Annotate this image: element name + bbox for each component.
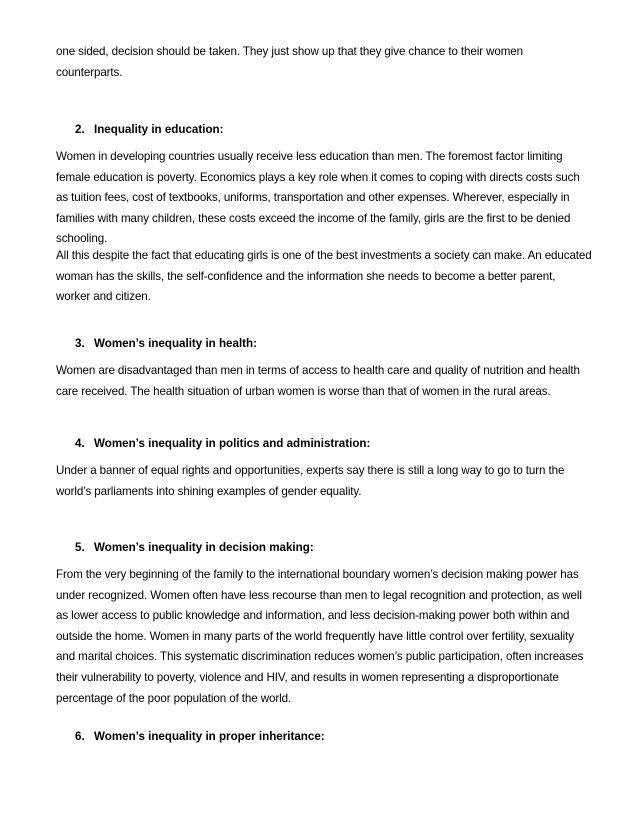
heading-text: Women’s inequality in decision making: [94,541,314,554]
heading-text: Women’s inequality in politics and administration: [94,437,371,450]
heading-number: 3. [75,337,85,350]
heading-number: 2. [75,123,85,136]
heading-number: 6. [75,730,85,743]
paragraph-health: Women are disadvantaged than men in terms of access to health care and quality of nutrition and health care received. The health situation of urban women is worse than that of women in the rural areas. [56,364,580,398]
heading-inequality-education [75,120,223,140]
heading-text: Women’s inequality in proper inheritance: [94,730,325,743]
paragraph-politics: Under a banner of equal rights and opportunities, experts say there is still a long way to go to turn the world’s parliaments into shining examples of gender equality. [56,464,565,498]
heading-inequality-decision-making [75,538,314,558]
paragraph-education-poverty: Women in developing countries usually receive less education than men. The foremost factor limiting female education is poverty. Economics plays a key role when it comes to coping with directs costs such as tuition fees, cost of textbooks, uniforms, transportation and other expenses. Wherever, especially in families with many children, these costs exceed the income of the family, girls are the first to be denied schooling. [56,150,580,246]
paragraph-decision-making: From the very beginning of the family to the international boundary women’s decision making power has under recognized. Women often have less recourse than men to legal recognition and protection, as well as lower access to public knowledge and information, and less decision-making power both within and outside the home. Women in many parts of the world frequently have little control over fertility, sexuality and marital choices. This systematic discrimination reduces women’s public participation, often increases their vulnerability to poverty, violence and HIV, and results in women representing a disproportionate percentage of the poor population of the world. [56,568,584,705]
paragraph-intro-continuation: one sided, decision should be taken. They just show up that they give chance to their women counterparts. [56,45,523,79]
heading-inequality-inheritance [75,727,325,747]
paragraph-education-investment: All this despite the fact that educating girls is one of the best investments a society can make. An educated woman has the skills, the self-confidence and the information she needs to become a better parent, worker and citizen. [56,249,592,304]
heading-number: 5. [75,541,85,554]
heading-inequality-health [75,334,257,354]
heading-text: Inequality in education: [94,123,224,136]
heading-number: 4. [75,437,85,450]
heading-text: Women’s inequality in health: [94,337,257,350]
heading-inequality-politics [75,434,370,454]
